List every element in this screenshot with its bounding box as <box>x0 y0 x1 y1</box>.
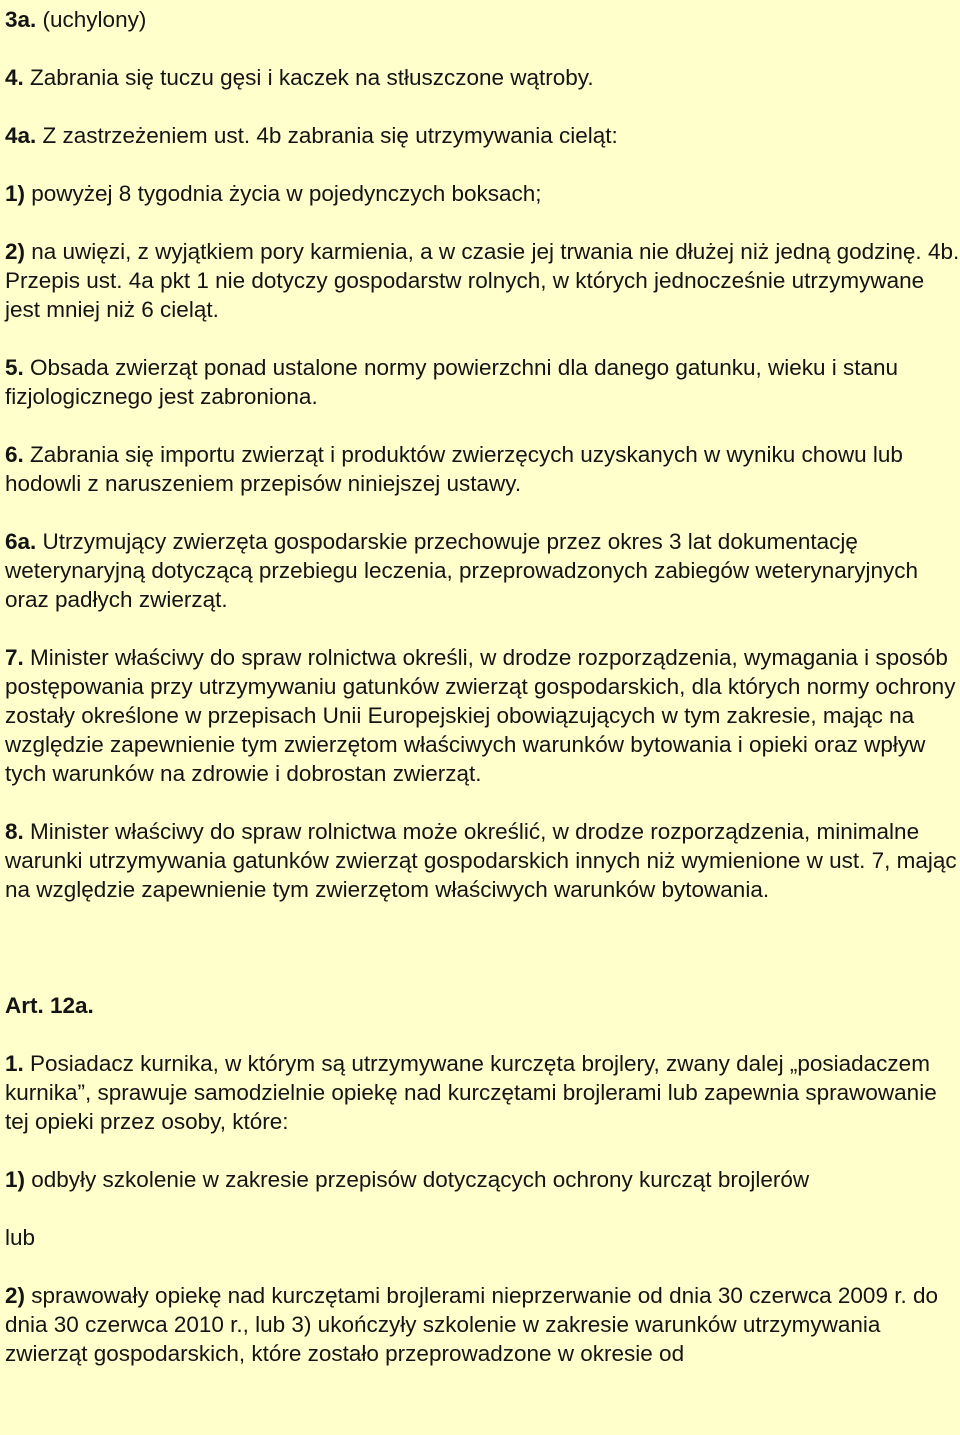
point-number: 1) <box>5 181 26 206</box>
paragraph-4a-point-2 <box>5 237 960 324</box>
paragraph-number: 3a. <box>5 7 37 32</box>
paragraph-5 <box>5 353 960 411</box>
paragraph-8 <box>5 817 960 904</box>
paragraph-7 <box>5 643 960 788</box>
paragraph-text: Minister właściwy do spraw rolnictwa określi, w drodze rozporządzenia, wymagania i sposób postępowania przy utrzymywaniu gatunków zwierząt gospodarskich, dla których normy ochrony zostały określone w przepisach Unii Europejskiej obowiązujących w tym zakresie, mając na względzie zapewnienie tym zwierzętom właściwych warunków bytowania i opieki oraz wpływ tych warunków na zdrowie i dobrostan zwierząt. <box>5 645 956 786</box>
paragraph-number: 4a. <box>5 123 37 148</box>
paragraph-text: Z zastrzeżeniem ust. 4b zabrania się utrzymywania cieląt: <box>36 123 618 148</box>
article-heading: Art. 12a. <box>5 993 94 1018</box>
paragraph-number: 1. <box>5 1051 24 1076</box>
paragraph-4a <box>5 121 960 150</box>
article-point-1 <box>5 1165 960 1194</box>
article-point-2 <box>5 1281 960 1368</box>
article-conjunction: lub <box>5 1225 36 1250</box>
point-text: sprawowały opiekę nad kurczętami brojlerami nieprzerwanie od dnia 30 czerwca 2009 r. do dnia 30 czerwca 2010 r., lub 3) ukończyły szkolenie w zakresie warunków utrzymywania zwierząt gospodarskich, które zostało przeprowadzone w okresie od <box>5 1283 938 1366</box>
paragraph-number: 6. <box>5 442 24 467</box>
paragraph-6 <box>5 440 960 498</box>
paragraph-4a-point-1 <box>5 179 960 208</box>
paragraph-text: Minister właściwy do spraw rolnictwa może określić, w drodze rozporządzenia, minimalne warunki utrzymywania gatunków zwierząt gospodarskich innych niż wymienione w ust. 7, mając na względzie zapewnienie tym zwierzętom właściwych warunków bytowania. <box>5 819 957 902</box>
point-number: 2) <box>5 239 26 264</box>
point-text: na uwięzi, z wyjątkiem pory karmienia, a w czasie jej trwania nie dłużej niż jedną godzinę. 4b. Przepis ust. 4a pkt 1 nie dotyczy gospodarstw rolnych, w których jednocześnie utrzymywane jest mniej niż 6 cieląt. <box>5 239 960 322</box>
paragraph-4 <box>5 63 960 92</box>
paragraph-number: 8. <box>5 819 24 844</box>
paragraph-number: 7. <box>5 645 24 670</box>
paragraph-text: Zabrania się importu zwierząt i produktów zwierzęcych uzyskanych w wyniku chowu lub hodowli z naruszeniem przepisów niniejszej ustawy. <box>5 442 903 496</box>
paragraph-number: 5. <box>5 355 24 380</box>
paragraph-text: Posiadacz kurnika, w którym są utrzymywane kurczęta brojlery, zwany dalej „posiadaczem kurnika”, sprawuje samodzielnie opiekę nad kurczętami brojlerami lub zapewnia sprawowanie tej opieki przez osoby, które: <box>5 1051 937 1134</box>
point-text: odbyły szkolenie w zakresie przepisów dotyczących ochrony kurcząt brojlerów <box>25 1167 810 1192</box>
section-gap <box>5 933 960 991</box>
point-number: 2) <box>5 1283 26 1308</box>
paragraph-number: 6a. <box>5 529 37 554</box>
paragraph-3a <box>5 5 960 34</box>
paragraph-text: Obsada zwierząt ponad ustalone normy powierzchni dla danego gatunku, wieku i stanu fizjologicznego jest zabroniona. <box>5 355 899 409</box>
paragraph-number: 4. <box>5 65 24 90</box>
point-text: powyżej 8 tygodnia życia w pojedynczych boksach; <box>25 181 542 206</box>
paragraph-text: (uchylony) <box>36 7 147 32</box>
paragraph-6a <box>5 527 960 614</box>
article-paragraph-1 <box>5 1049 960 1136</box>
point-number: 1) <box>5 1167 26 1192</box>
paragraph-text: Zabrania się tuczu gęsi i kaczek na stłuszczone wątroby. <box>23 65 594 90</box>
paragraph-text: Utrzymujący zwierzęta gospodarskie przechowuje przez okres 3 lat dokumentację weterynaryjną dotyczącą przebiegu leczenia, przeprowadzonych zabiegów weterynaryjnych oraz padłych zwierząt. <box>5 529 918 612</box>
